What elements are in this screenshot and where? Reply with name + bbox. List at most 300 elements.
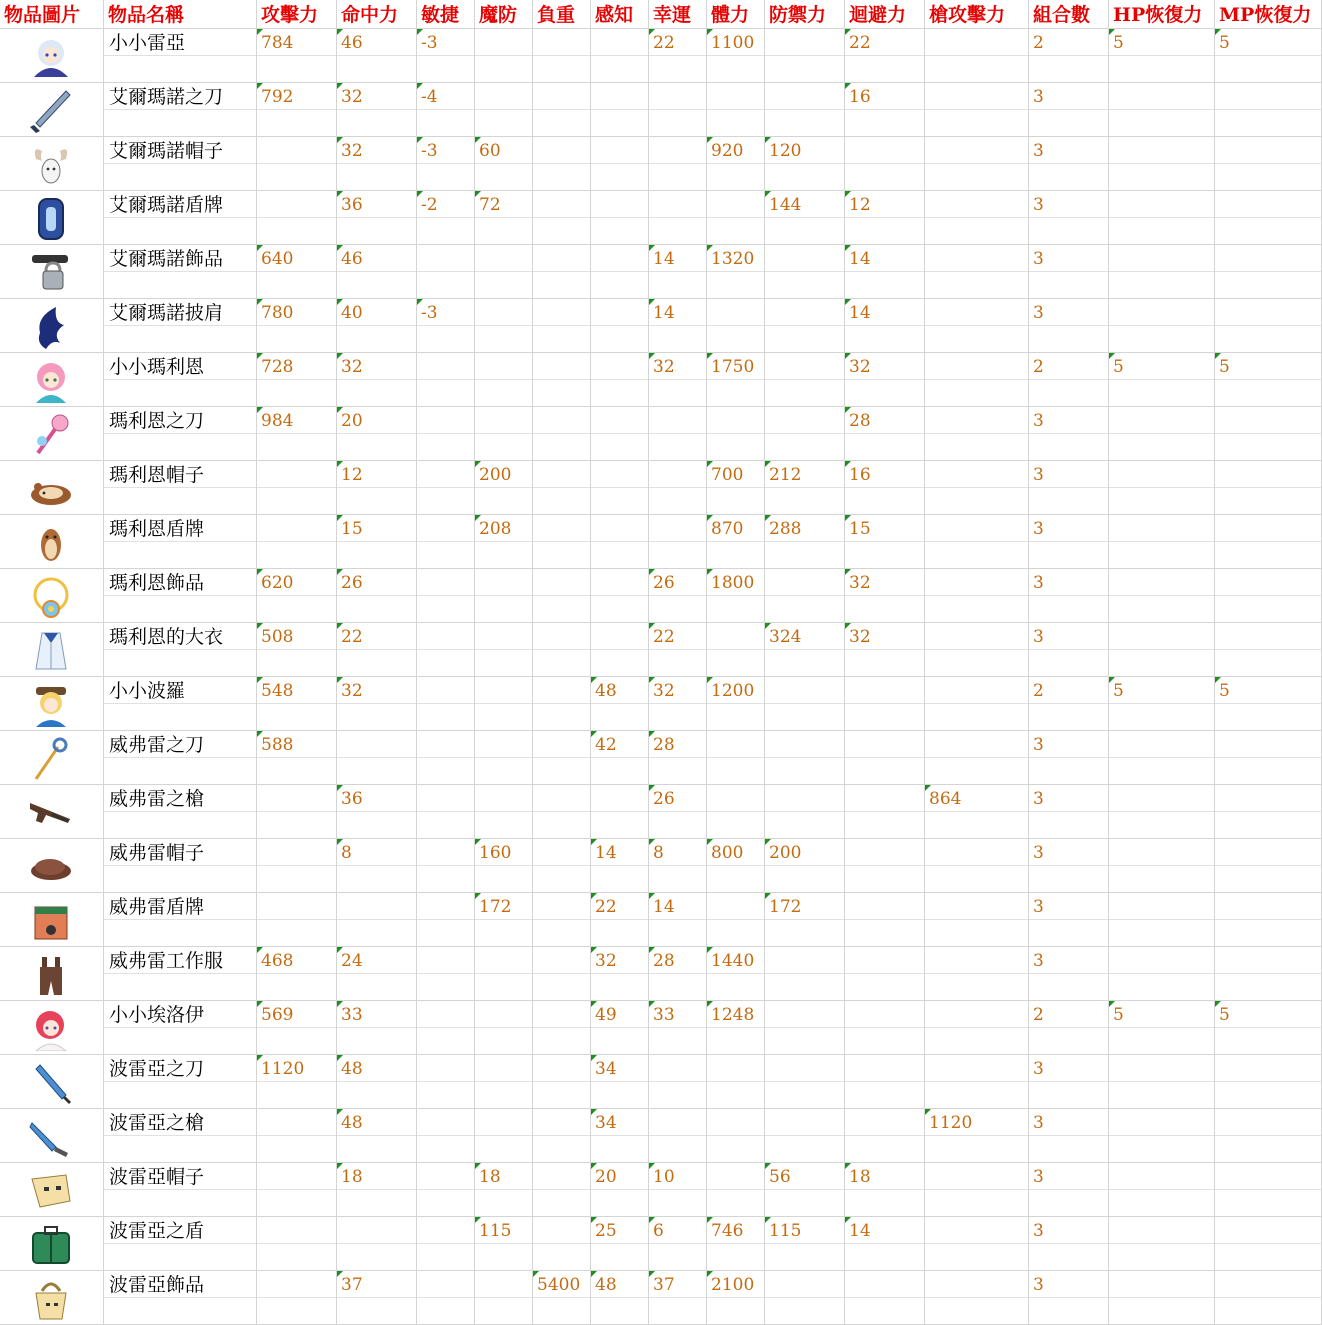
cell-evasion[interactable]: [845, 1055, 925, 1109]
cell-item-image[interactable]: [0, 569, 104, 623]
cell-combo[interactable]: [1029, 893, 1109, 947]
cell-gun-attack[interactable]: [925, 407, 1029, 461]
cell-magic-def[interactable]: [475, 785, 533, 839]
cell-gun-attack[interactable]: [925, 353, 1029, 407]
cell-combo[interactable]: [1029, 731, 1109, 785]
header-evasion[interactable]: 迴避力: [845, 0, 925, 29]
cell-mp-regen[interactable]: [1215, 353, 1322, 407]
cell-stamina[interactable]: [707, 677, 765, 731]
cell-magic-def[interactable]: [475, 623, 533, 677]
cell-perception[interactable]: [591, 893, 649, 947]
cell-luck[interactable]: [649, 29, 707, 83]
cell-evasion[interactable]: [845, 299, 925, 353]
cell-weight[interactable]: [533, 1109, 591, 1163]
cell-mp-regen[interactable]: [1215, 137, 1322, 191]
cell-hp-regen[interactable]: [1109, 1217, 1215, 1271]
cell-stamina[interactable]: [707, 1055, 765, 1109]
cell-hit[interactable]: [337, 677, 417, 731]
cell-luck[interactable]: [649, 731, 707, 785]
cell-defense[interactable]: [765, 893, 845, 947]
cell-hp-regen[interactable]: [1109, 947, 1215, 1001]
cell-agility[interactable]: [417, 569, 475, 623]
cell-magic-def[interactable]: [475, 1271, 533, 1325]
cell-perception[interactable]: [591, 245, 649, 299]
cell-luck[interactable]: [649, 1109, 707, 1163]
cell-weight[interactable]: [533, 785, 591, 839]
cell-defense[interactable]: [765, 1001, 845, 1055]
cell-mp-regen[interactable]: [1215, 1001, 1322, 1055]
cell-weight[interactable]: [533, 731, 591, 785]
cell-defense[interactable]: [765, 1217, 845, 1271]
cell-gun-attack[interactable]: [925, 731, 1029, 785]
cell-luck[interactable]: [649, 569, 707, 623]
cell-mp-regen[interactable]: [1215, 839, 1322, 893]
cell-magic-def[interactable]: [475, 893, 533, 947]
cell-combo[interactable]: [1029, 191, 1109, 245]
cell-luck[interactable]: [649, 1217, 707, 1271]
cell-item-image[interactable]: [0, 893, 104, 947]
cell-item-image[interactable]: [0, 1271, 104, 1325]
cell-combo[interactable]: [1029, 1217, 1109, 1271]
cell-weight[interactable]: [533, 191, 591, 245]
cell-attack[interactable]: [257, 785, 337, 839]
cell-hit[interactable]: [337, 731, 417, 785]
cell-hit[interactable]: [337, 947, 417, 1001]
cell-perception[interactable]: [591, 839, 649, 893]
cell-combo[interactable]: [1029, 677, 1109, 731]
cell-hp-regen[interactable]: [1109, 1001, 1215, 1055]
cell-perception[interactable]: [591, 1163, 649, 1217]
cell-stamina[interactable]: [707, 1163, 765, 1217]
cell-combo[interactable]: [1029, 1055, 1109, 1109]
cell-hp-regen[interactable]: [1109, 677, 1215, 731]
cell-agility[interactable]: [417, 461, 475, 515]
cell-defense[interactable]: [765, 785, 845, 839]
cell-combo[interactable]: [1029, 785, 1109, 839]
cell-magic-def[interactable]: [475, 677, 533, 731]
cell-item-image[interactable]: [0, 353, 104, 407]
cell-hit[interactable]: [337, 1217, 417, 1271]
cell-perception[interactable]: [591, 515, 649, 569]
cell-attack[interactable]: [257, 569, 337, 623]
cell-item-image[interactable]: [0, 947, 104, 1001]
cell-stamina[interactable]: [707, 1271, 765, 1325]
cell-weight[interactable]: [533, 1001, 591, 1055]
header-defense[interactable]: 防禦力: [765, 0, 845, 29]
header-gun-attack[interactable]: 槍攻擊力: [925, 0, 1029, 29]
cell-item-name[interactable]: [104, 461, 257, 515]
cell-weight[interactable]: [533, 1163, 591, 1217]
cell-perception[interactable]: [591, 353, 649, 407]
cell-evasion[interactable]: [845, 569, 925, 623]
cell-defense[interactable]: [765, 1271, 845, 1325]
cell-stamina[interactable]: [707, 893, 765, 947]
cell-stamina[interactable]: [707, 1001, 765, 1055]
cell-evasion[interactable]: [845, 137, 925, 191]
cell-perception[interactable]: [591, 407, 649, 461]
cell-perception[interactable]: [591, 1001, 649, 1055]
cell-hit[interactable]: [337, 569, 417, 623]
cell-attack[interactable]: [257, 461, 337, 515]
cell-luck[interactable]: [649, 947, 707, 1001]
cell-item-image[interactable]: [0, 515, 104, 569]
cell-magic-def[interactable]: [475, 299, 533, 353]
cell-attack[interactable]: [257, 623, 337, 677]
cell-attack[interactable]: [257, 1217, 337, 1271]
cell-stamina[interactable]: [707, 515, 765, 569]
cell-hit[interactable]: [337, 245, 417, 299]
cell-luck[interactable]: [649, 893, 707, 947]
cell-hit[interactable]: [337, 1271, 417, 1325]
cell-evasion[interactable]: [845, 623, 925, 677]
header-item-image[interactable]: 物品圖片: [0, 0, 104, 29]
cell-luck[interactable]: [649, 515, 707, 569]
cell-hit[interactable]: [337, 299, 417, 353]
cell-weight[interactable]: [533, 353, 591, 407]
cell-hit[interactable]: [337, 1001, 417, 1055]
cell-stamina[interactable]: [707, 785, 765, 839]
cell-item-name[interactable]: [104, 785, 257, 839]
cell-combo[interactable]: [1029, 947, 1109, 1001]
cell-hp-regen[interactable]: [1109, 1271, 1215, 1325]
cell-item-image[interactable]: [0, 839, 104, 893]
cell-attack[interactable]: [257, 893, 337, 947]
cell-item-image[interactable]: [0, 461, 104, 515]
cell-evasion[interactable]: [845, 83, 925, 137]
cell-combo[interactable]: [1029, 137, 1109, 191]
cell-luck[interactable]: [649, 83, 707, 137]
cell-evasion[interactable]: [845, 1001, 925, 1055]
cell-magic-def[interactable]: [475, 569, 533, 623]
cell-defense[interactable]: [765, 299, 845, 353]
cell-attack[interactable]: [257, 353, 337, 407]
cell-magic-def[interactable]: [475, 947, 533, 1001]
cell-weight[interactable]: [533, 1217, 591, 1271]
cell-luck[interactable]: [649, 1001, 707, 1055]
cell-hit[interactable]: [337, 353, 417, 407]
cell-item-name[interactable]: [104, 623, 257, 677]
header-stamina[interactable]: 體力: [707, 0, 765, 29]
cell-perception[interactable]: [591, 191, 649, 245]
cell-gun-attack[interactable]: [925, 137, 1029, 191]
cell-evasion[interactable]: [845, 1109, 925, 1163]
cell-perception[interactable]: [591, 677, 649, 731]
cell-luck[interactable]: [649, 299, 707, 353]
cell-perception[interactable]: [591, 569, 649, 623]
cell-agility[interactable]: [417, 1109, 475, 1163]
cell-item-name[interactable]: [104, 839, 257, 893]
cell-gun-attack[interactable]: [925, 893, 1029, 947]
cell-combo[interactable]: [1029, 569, 1109, 623]
cell-mp-regen[interactable]: [1215, 569, 1322, 623]
cell-mp-regen[interactable]: [1215, 191, 1322, 245]
cell-agility[interactable]: [417, 191, 475, 245]
cell-perception[interactable]: [591, 785, 649, 839]
cell-weight[interactable]: [533, 515, 591, 569]
cell-hit[interactable]: [337, 893, 417, 947]
cell-mp-regen[interactable]: [1215, 623, 1322, 677]
cell-attack[interactable]: [257, 731, 337, 785]
cell-hit[interactable]: [337, 839, 417, 893]
cell-stamina[interactable]: [707, 191, 765, 245]
cell-agility[interactable]: [417, 623, 475, 677]
cell-gun-attack[interactable]: [925, 1271, 1029, 1325]
cell-gun-attack[interactable]: [925, 515, 1029, 569]
cell-agility[interactable]: [417, 83, 475, 137]
cell-gun-attack[interactable]: [925, 1055, 1029, 1109]
cell-item-name[interactable]: [104, 353, 257, 407]
cell-evasion[interactable]: [845, 1163, 925, 1217]
cell-magic-def[interactable]: [475, 407, 533, 461]
cell-perception[interactable]: [591, 1271, 649, 1325]
cell-defense[interactable]: [765, 245, 845, 299]
cell-item-name[interactable]: [104, 137, 257, 191]
cell-weight[interactable]: [533, 623, 591, 677]
cell-item-name[interactable]: [104, 947, 257, 1001]
cell-perception[interactable]: [591, 83, 649, 137]
cell-magic-def[interactable]: [475, 1217, 533, 1271]
cell-attack[interactable]: [257, 839, 337, 893]
cell-attack[interactable]: [257, 83, 337, 137]
cell-magic-def[interactable]: [475, 191, 533, 245]
cell-magic-def[interactable]: [475, 731, 533, 785]
cell-hp-regen[interactable]: [1109, 1163, 1215, 1217]
cell-defense[interactable]: [765, 407, 845, 461]
cell-defense[interactable]: [765, 839, 845, 893]
header-item-name[interactable]: 物品名稱: [104, 0, 257, 29]
cell-defense[interactable]: [765, 1055, 845, 1109]
cell-evasion[interactable]: [845, 785, 925, 839]
cell-luck[interactable]: [649, 245, 707, 299]
cell-combo[interactable]: [1029, 83, 1109, 137]
cell-evasion[interactable]: [845, 29, 925, 83]
cell-perception[interactable]: [591, 731, 649, 785]
header-luck[interactable]: 幸運: [649, 0, 707, 29]
cell-attack[interactable]: [257, 1163, 337, 1217]
cell-mp-regen[interactable]: [1215, 299, 1322, 353]
cell-stamina[interactable]: [707, 461, 765, 515]
cell-combo[interactable]: [1029, 1109, 1109, 1163]
cell-hit[interactable]: [337, 191, 417, 245]
cell-item-name[interactable]: [104, 1163, 257, 1217]
header-perception[interactable]: 感知: [591, 0, 649, 29]
cell-item-image[interactable]: [0, 407, 104, 461]
cell-mp-regen[interactable]: [1215, 1217, 1322, 1271]
cell-agility[interactable]: [417, 1001, 475, 1055]
cell-stamina[interactable]: [707, 1109, 765, 1163]
cell-defense[interactable]: [765, 461, 845, 515]
cell-attack[interactable]: [257, 1001, 337, 1055]
cell-item-image[interactable]: [0, 245, 104, 299]
cell-stamina[interactable]: [707, 731, 765, 785]
cell-defense[interactable]: [765, 1163, 845, 1217]
cell-stamina[interactable]: [707, 29, 765, 83]
cell-mp-regen[interactable]: [1215, 785, 1322, 839]
cell-evasion[interactable]: [845, 731, 925, 785]
cell-weight[interactable]: [533, 299, 591, 353]
cell-gun-attack[interactable]: [925, 29, 1029, 83]
cell-agility[interactable]: [417, 137, 475, 191]
header-combo[interactable]: 組合數: [1029, 0, 1109, 29]
cell-weight[interactable]: [533, 461, 591, 515]
cell-attack[interactable]: [257, 677, 337, 731]
cell-hp-regen[interactable]: [1109, 245, 1215, 299]
cell-hp-regen[interactable]: [1109, 569, 1215, 623]
cell-attack[interactable]: [257, 137, 337, 191]
cell-luck[interactable]: [649, 839, 707, 893]
cell-hp-regen[interactable]: [1109, 893, 1215, 947]
cell-gun-attack[interactable]: [925, 461, 1029, 515]
cell-stamina[interactable]: [707, 299, 765, 353]
cell-item-name[interactable]: [104, 1001, 257, 1055]
cell-hp-regen[interactable]: [1109, 731, 1215, 785]
cell-hit[interactable]: [337, 1163, 417, 1217]
cell-hit[interactable]: [337, 407, 417, 461]
cell-item-name[interactable]: [104, 407, 257, 461]
cell-combo[interactable]: [1029, 515, 1109, 569]
cell-combo[interactable]: [1029, 353, 1109, 407]
cell-item-name[interactable]: [104, 1055, 257, 1109]
cell-stamina[interactable]: [707, 1217, 765, 1271]
cell-mp-regen[interactable]: [1215, 29, 1322, 83]
cell-agility[interactable]: [417, 1271, 475, 1325]
cell-defense[interactable]: [765, 353, 845, 407]
cell-luck[interactable]: [649, 677, 707, 731]
cell-mp-regen[interactable]: [1215, 1163, 1322, 1217]
cell-item-name[interactable]: [104, 1109, 257, 1163]
cell-hp-regen[interactable]: [1109, 515, 1215, 569]
cell-magic-def[interactable]: [475, 83, 533, 137]
cell-evasion[interactable]: [845, 191, 925, 245]
cell-hp-regen[interactable]: [1109, 785, 1215, 839]
cell-stamina[interactable]: [707, 623, 765, 677]
cell-hp-regen[interactable]: [1109, 353, 1215, 407]
cell-defense[interactable]: [765, 83, 845, 137]
cell-attack[interactable]: [257, 29, 337, 83]
cell-agility[interactable]: [417, 407, 475, 461]
cell-luck[interactable]: [649, 785, 707, 839]
cell-combo[interactable]: [1029, 1271, 1109, 1325]
cell-evasion[interactable]: [845, 839, 925, 893]
cell-hit[interactable]: [337, 137, 417, 191]
cell-hit[interactable]: [337, 1109, 417, 1163]
cell-gun-attack[interactable]: [925, 1217, 1029, 1271]
cell-magic-def[interactable]: [475, 1055, 533, 1109]
cell-luck[interactable]: [649, 137, 707, 191]
cell-defense[interactable]: [765, 947, 845, 1001]
cell-item-name[interactable]: [104, 731, 257, 785]
cell-evasion[interactable]: [845, 677, 925, 731]
cell-evasion[interactable]: [845, 245, 925, 299]
cell-gun-attack[interactable]: [925, 623, 1029, 677]
header-weight[interactable]: 負重: [533, 0, 591, 29]
cell-gun-attack[interactable]: [925, 677, 1029, 731]
cell-combo[interactable]: [1029, 1001, 1109, 1055]
cell-luck[interactable]: [649, 623, 707, 677]
cell-defense[interactable]: [765, 623, 845, 677]
cell-item-name[interactable]: [104, 893, 257, 947]
cell-perception[interactable]: [591, 461, 649, 515]
cell-luck[interactable]: [649, 407, 707, 461]
cell-combo[interactable]: [1029, 245, 1109, 299]
cell-luck[interactable]: [649, 1271, 707, 1325]
cell-item-name[interactable]: [104, 1217, 257, 1271]
cell-hp-regen[interactable]: [1109, 83, 1215, 137]
cell-stamina[interactable]: [707, 839, 765, 893]
cell-perception[interactable]: [591, 1055, 649, 1109]
cell-item-name[interactable]: [104, 515, 257, 569]
cell-gun-attack[interactable]: [925, 839, 1029, 893]
cell-perception[interactable]: [591, 947, 649, 1001]
cell-defense[interactable]: [765, 137, 845, 191]
cell-agility[interactable]: [417, 1217, 475, 1271]
cell-combo[interactable]: [1029, 299, 1109, 353]
cell-stamina[interactable]: [707, 407, 765, 461]
cell-defense[interactable]: [765, 1109, 845, 1163]
cell-combo[interactable]: [1029, 407, 1109, 461]
cell-luck[interactable]: [649, 1163, 707, 1217]
cell-magic-def[interactable]: [475, 245, 533, 299]
cell-perception[interactable]: [591, 1217, 649, 1271]
cell-agility[interactable]: [417, 677, 475, 731]
cell-stamina[interactable]: [707, 947, 765, 1001]
header-hp-regen[interactable]: HP恢復力: [1109, 0, 1215, 29]
cell-combo[interactable]: [1029, 623, 1109, 677]
cell-item-image[interactable]: [0, 623, 104, 677]
cell-combo[interactable]: [1029, 1163, 1109, 1217]
cell-magic-def[interactable]: [475, 29, 533, 83]
cell-defense[interactable]: [765, 677, 845, 731]
cell-luck[interactable]: [649, 461, 707, 515]
cell-hit[interactable]: [337, 1055, 417, 1109]
cell-hit[interactable]: [337, 83, 417, 137]
cell-item-name[interactable]: [104, 569, 257, 623]
cell-hit[interactable]: [337, 29, 417, 83]
cell-defense[interactable]: [765, 29, 845, 83]
cell-agility[interactable]: [417, 29, 475, 83]
cell-hp-regen[interactable]: [1109, 623, 1215, 677]
cell-attack[interactable]: [257, 299, 337, 353]
cell-magic-def[interactable]: [475, 1163, 533, 1217]
cell-item-name[interactable]: [104, 29, 257, 83]
cell-mp-regen[interactable]: [1215, 83, 1322, 137]
cell-mp-regen[interactable]: [1215, 1109, 1322, 1163]
cell-evasion[interactable]: [845, 1271, 925, 1325]
cell-agility[interactable]: [417, 353, 475, 407]
cell-attack[interactable]: [257, 515, 337, 569]
cell-weight[interactable]: [533, 29, 591, 83]
cell-item-name[interactable]: [104, 299, 257, 353]
cell-weight[interactable]: [533, 677, 591, 731]
header-mp-regen[interactable]: MP恢復力: [1215, 0, 1322, 29]
cell-gun-attack[interactable]: [925, 785, 1029, 839]
cell-agility[interactable]: [417, 515, 475, 569]
cell-luck[interactable]: [649, 353, 707, 407]
cell-hp-regen[interactable]: [1109, 407, 1215, 461]
cell-weight[interactable]: [533, 407, 591, 461]
cell-item-image[interactable]: [0, 29, 104, 83]
cell-attack[interactable]: [257, 245, 337, 299]
cell-agility[interactable]: [417, 731, 475, 785]
cell-attack[interactable]: [257, 1055, 337, 1109]
cell-stamina[interactable]: [707, 137, 765, 191]
cell-defense[interactable]: [765, 569, 845, 623]
cell-agility[interactable]: [417, 785, 475, 839]
cell-hit[interactable]: [337, 515, 417, 569]
cell-weight[interactable]: [533, 839, 591, 893]
cell-evasion[interactable]: [845, 353, 925, 407]
cell-luck[interactable]: [649, 1055, 707, 1109]
